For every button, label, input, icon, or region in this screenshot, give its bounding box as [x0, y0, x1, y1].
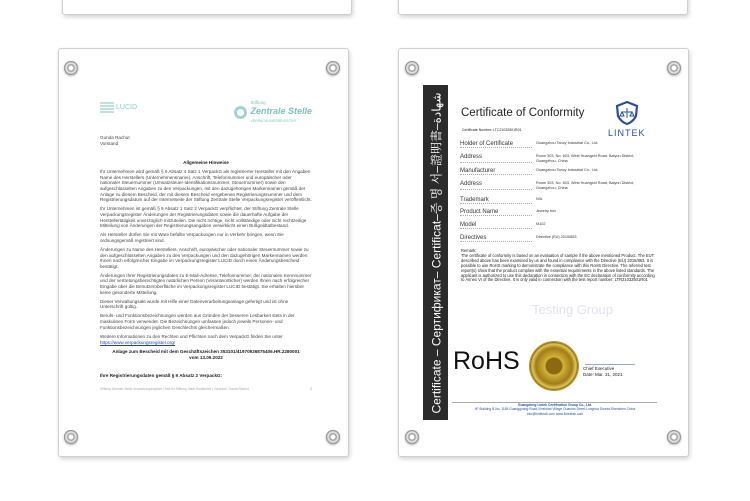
annex-date: vom 13.09.2022 — [189, 354, 223, 360]
gold-seal — [530, 342, 578, 390]
screw-icon — [326, 430, 340, 444]
rohs-mark: RoHS — [453, 347, 520, 375]
paragraph: Berufs- und Funktionsbezeichnungen werden aus Gründen der besseren Lesbarkeit stets in der maskulinen Form verwendet. Die Bezeichnungen umfassen jedoch jeweils Personen- und Funktionsbezeichnungen jeglichen Geschlechts gleichermaßen. — [100, 313, 295, 330]
signer-title: Chief Executive — [583, 366, 615, 371]
screw-icon — [326, 61, 340, 75]
paragraph: Dieser Verwaltungsakt wurde mit Hilfe einer Datenverarbeitungsanlage gefertigt und ist ohne Unterschrift gültig. — [100, 298, 289, 310]
paragraph: Änderungen zu Name des Herstellers, Anschrift, europäischer oder nationaler Steuernummer sowie zu den aufgeschlüsselten Angaben zu den Verpackungen und den dazugehörigen Markennamen werden Ihnen nach erfolgreicher Eingabe im Verpackungsregister LUCID durch einen Änderungsbescheid bestätigt. — [100, 246, 309, 269]
screw-icon — [64, 430, 78, 444]
screw-icon — [405, 430, 419, 444]
cert-title: Certificate of Conformity — [461, 107, 585, 119]
rohs-certificate: Certificate – Сертификат– Certificat–증 명 서–證明書–شهادة Certificate of Conformity LINTEK Certificate Number: LTC21032501R01 Holder of Certificate Guangzhou Tancy Industrial Co., Ltd. Address Room 303, No. 603, West Huangshi Road, Baiyun District, Guangzhou, China Manufacturer Guangzhou Tancy Industrial Co., Ltd. Address Room 303, No. 603, West Huangshi Road, Baiyun District, Guangzhou, China Trademark N/A Product Name Jewelry box Model M102 Directives Directive (EU) 2015/863 Remark: The certificate of conformity is based on an evaluation of sample if the above mentioned Product. The EUT described above has been examined by us and found in compliance with the Directive (EU) 2015/863. It is possible to use RoHS marking to demonstrate the compliance with this RoHS Directive. The referred test report(s) show that the product complies with the essential requirements in the above listed standards. The applicant is authorized to use this declaration in connection with the EC declaration of conformity according to Annex VI of the Directive. It is only valid in connection with the test report number: LTR21032501R01 Testing Group RoHS Chief Executive Date: Mar. 31, 2021 Guangdong Lintek Certification Group Co., Ltd. 4F Building B,No. 1185 Guangguang Road,Xinshidai Village,Guanlan Street,Longhua District,Shenzhen,China info@lintektab.com www.lintektab.com — [420, 80, 662, 420]
remark: Remark: The certificate of conformity is based on an evaluation of sample if the above mentioned Product. The EUT described above has been examined by us and found in compliance with the Directive (EU) 2015/863. It is possible to use RoHS marking to demonstrate the compliance with this RoHS Directive. The referred test report(s) show that the product complies with the essential requirements in the above listed standards. The applicant is authorized to use this declaration in connection with the EC declaration of conformity according to Annex VI of the Directive. It is only valid in connection with the test report number: LTR21032501R01 — [461, 248, 655, 283]
zsvr-logo: Stiftung Zentrale Stelle VERPACKUNGSREGISTER — [234, 100, 312, 124]
lintek-logo: LINTEK — [608, 100, 646, 138]
watermark: Testing Group — [532, 302, 613, 317]
multilingual-strip: Certificate – Сертификат– Certificat–증 명 서–證明書–شهادة — [423, 85, 448, 420]
screw-icon — [405, 61, 419, 75]
section-heading: Ihre Registrierungsdaten gemäß § 9 Absatz 2 VerpackG: — [100, 372, 223, 378]
paragraph: Als Hersteller dürfen Sie mit Ware befüllte Verpackungen nur in Verkehr bringen, wenn Sie ordnungsgemäß registriert sind. — [100, 232, 284, 243]
paragraph: Weitere Informationen zu den Rechten und Pflichten nach dem VerpackG finden Sie unter — [100, 333, 283, 339]
frame-top-right — [398, 0, 688, 15]
recipient-role: Vorstand — [100, 140, 119, 146]
screw-icon — [667, 61, 681, 75]
paragraph: Änderungen Ihrer Registrierungsdaten zu E-Mail-Adresse, Telefonnummer, der nationalen Kennnummer und der vertretungsberechtigten natürlichen Person (Verantwortlicher) werden Ihnen nach erfolgreicher Eingabe über die Benutzeroberfläche im Verpackungsregister LUCID bestätigt. Sie erhalten hierüber keine gesonderte Mitteilung. — [100, 272, 312, 295]
annex-line: Anlage zum Bescheid mit dem Geschäftszeichen 353101/41970926875406.HR.2280001 — [112, 349, 300, 355]
verpackungsregister-link[interactable]: https://www.verpackungsregister.org/ — [100, 340, 176, 346]
paragraph: Ihr Unternehmen wird gemäß § 9 Absatz 4 Satz 1 VerpackG als registrierter Hersteller mit den Angaben Name des Herstellers (Unternehmensname), Anschrift, Telefonnummer und europäischer oder nationaler Steuernummer (Umsatzsteuer-Identifikationsnummer, Steuernummer) sowie den aufgeschlüsselten Angaben zu den Verpackungen, mit den dazugehörigen Markennamen gemäß der Anlage zu diesem Bescheid, der mit diesem Bescheid vergebenen Registrierungsnummer und dem Registrierungsdatum auf der Internetseite der Stiftung Zentrale Stelle Verpackungsregister veröffentlicht. — [100, 169, 312, 203]
screw-icon — [64, 61, 78, 75]
cert-number: Certificate Number: LTC21032501R01 — [462, 128, 522, 132]
recipient-name: Gunda Rachut — [100, 135, 130, 140]
doc-heading: Allgemeine Hinweise — [183, 160, 229, 166]
screw-icon — [667, 430, 681, 444]
doc-footer: Stiftung Zentrale Stelle Verpackungsregister | Amt für Stiftung Stadt Osnabrück | Vorstand: Gunda Rachut — [100, 387, 249, 392]
frame-top-left — [62, 0, 352, 15]
registration-document — [100, 100, 312, 393]
page-number: 2 — [310, 387, 312, 392]
issuer-info: Guangdong Lintek Certification Group Co., Ltd. 4F Building B,No. 1185 Guangguang Road,Xinshidai Village,Guanlan Street,Longhua District,Shenzhen,China info@lintektab.com www.lintektab.com — [474, 403, 636, 416]
shield-icon — [614, 100, 640, 126]
lucid-logo: LUCID — [100, 102, 137, 114]
paragraph: Ihr Unternehmen ist gemäß § 9 Absatz 1 Satz 2 VerpackG verpflichtet, der Stiftung Zentrale Stelle Verpackungsregister Änderungen der Registrierungsdaten sowie die dauerhafte Aufgabe der Herstellertätigkeit unverzüglich mitzuteilen. Die nicht richtige, nicht vollständige oder nicht rechtzeitige Mitteilung von Änderungen der Registrierungsangaben verwirklicht einen Bußgeldtatbestand. — [100, 206, 307, 229]
cert-date: Date: Mar. 31, 2021 — [583, 372, 623, 377]
